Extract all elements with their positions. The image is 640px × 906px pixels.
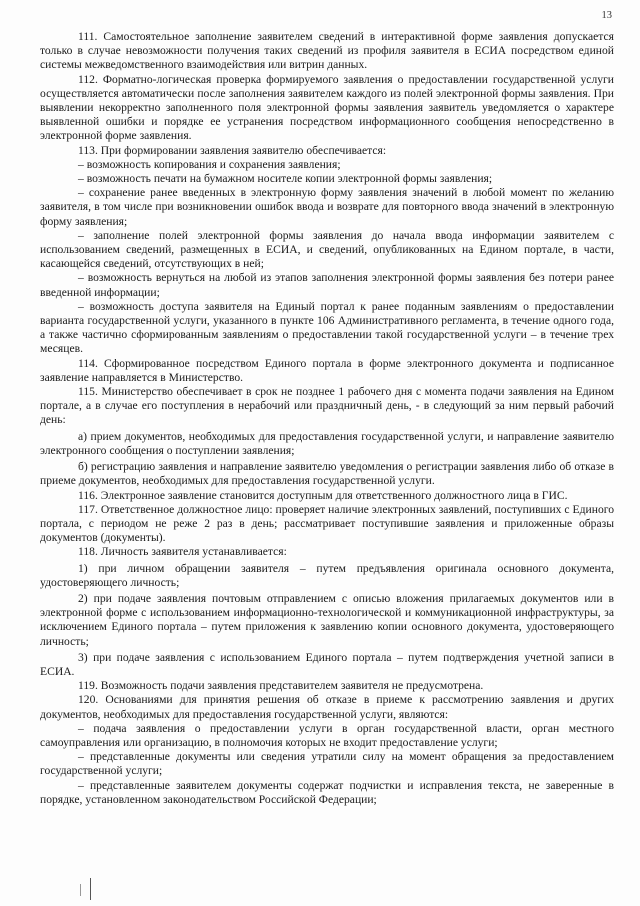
list-item: – представленные заявителем документы содержат подчистки и исправления текста, не заверенные в порядке, установленном законодательством Российской Федерации; xyxy=(40,778,614,806)
list-item: – возможность копирования и сохранения заявления; xyxy=(78,157,341,171)
list-item: – возможность печати на бумажном носителе копии электронной формы заявления; xyxy=(78,172,493,186)
list-item: – возможность вернуться на любой из этапов заполнения электронной формы заявления без потери ранее введенной информации; xyxy=(40,271,614,299)
list-item: б) регистрацию заявления и направление заявителю уведомления о регистрации заявления либо об отказе в приеме документов, необходимых для предоставления государственной услуги. xyxy=(40,460,614,488)
list-item: – сохранение ранее введенных в электронную форму заявления значений в любой момент по желанию заявителя, в том числе при возникновении ошибок ввода и возврате для повторного ввода значений в электронную форму заявления; xyxy=(40,186,614,228)
list-item: 1) при личном обращении заявителя – путем предъявления оригинала основного документа, удостоверяющего личность; xyxy=(40,561,614,589)
list-item: – заполнение полей электронной формы заявления до начала ввода информации заявителем с использованием сведений, размещенных в ЕСИА, и сведений, опубликованных на Едином портале, в части, касающейся сведений, отсутствующих в ней; xyxy=(40,228,614,271)
paragraph-111: 111. Самостоятельное заполнение заявителем сведений в интерактивной форме заявления допускается только в случае невозможности получения таких сведений из профиля заявителя в ЕСИА посредством единой системы межведомственного взаимодействия или витрин данных. xyxy=(40,30,614,72)
paragraph-116: 116. Электронное заявление становится доступным для ответственного должностного лица в ГИС. xyxy=(78,488,568,502)
list-item: – возможность доступа заявителя на Единый портал к ранее поданным заявлениям о предоставлении варианта государственной услуги, указанного в пункте 106 Административного регламента, в течение одного года, а также частично сформированным заявлениям о предоставлении такой государственной услуги – в течение трех месяцев. xyxy=(40,299,614,356)
list-item: 2) при подаче заявления почтовым отправлением с описью вложения прилагаемых документов или в электронной форме с использованием информационно-технологической и коммуникационной инфраструктуры, за исключением Единого портала – путем приложения к заявлению копии основного документа, удостоверяющего личность; xyxy=(40,591,614,648)
paragraph-115: 115. Министерство обеспечивает в срок не позднее 1 рабочего дня с момента подачи заявления на Едином портале, а в случае его поступления в нерабочий или праздничный день, - в следующий за ним первый рабочий день: xyxy=(40,385,614,427)
paragraph-113: 113. При формировании заявления заявителю обеспечивается: xyxy=(78,143,387,157)
list-item: – представленные документы или сведения утратили силу на момент обращения за предоставлением государственной услуги; xyxy=(40,750,614,778)
paragraph-118: 118. Личность заявителя устанавливается: xyxy=(78,545,287,559)
page-number: 13 xyxy=(601,10,612,21)
scan-artifact-mark xyxy=(90,878,91,900)
list-item: 3) при подаче заявления с использованием Единого портала – путем подтверждения учетной записи в ЕСИА. xyxy=(40,650,614,678)
document-body xyxy=(40,30,614,807)
paragraph-117: 117. Ответственное должностное лицо: проверяет наличие электронных заявлений, поступивших с Единого портала, с периодом не реже 2 раз в день; рассматривает поступившие заявления и приложенные образы документов (документы). xyxy=(40,502,614,545)
list-item: – подача заявления о предоставлении услуги в орган государственной власти, орган местного самоуправления или организацию, в полномочия которых не входит предоставление услуги; xyxy=(40,721,614,749)
paragraph-114: 114. Сформированное посредством Единого портала в форме электронного документа и подписанное заявление направляется в Министерство. xyxy=(40,356,614,384)
paragraph-112: 112. Форматно-логическая проверка формируемого заявления о предоставлении государственной услуги осуществляется автоматически после заполнения заявителем каждого из полей электронной формы заявления. При выявлении некорректно заполненного поля электронной формы заявления заявитель уведомляется о характере выявленной ошибки и порядке ее устранения посредством информационного сообщения непосредственно в электронной форме заявления. xyxy=(40,72,614,143)
paragraph-119: 119. Возможность подачи заявления представителем заявителя не предусмотрена. xyxy=(78,679,484,693)
paragraph-120: 120. Основаниями для принятия решения об отказе в приеме к рассмотрению заявления и других документов, необходимых для предоставления государственной услуги, являются: xyxy=(40,693,614,721)
list-item: а) прием документов, необходимых для предоставления государственной услуги, и направление заявителю электронного сообщения о поступлении заявления; xyxy=(40,429,614,457)
scan-artifact-mark xyxy=(80,884,81,896)
